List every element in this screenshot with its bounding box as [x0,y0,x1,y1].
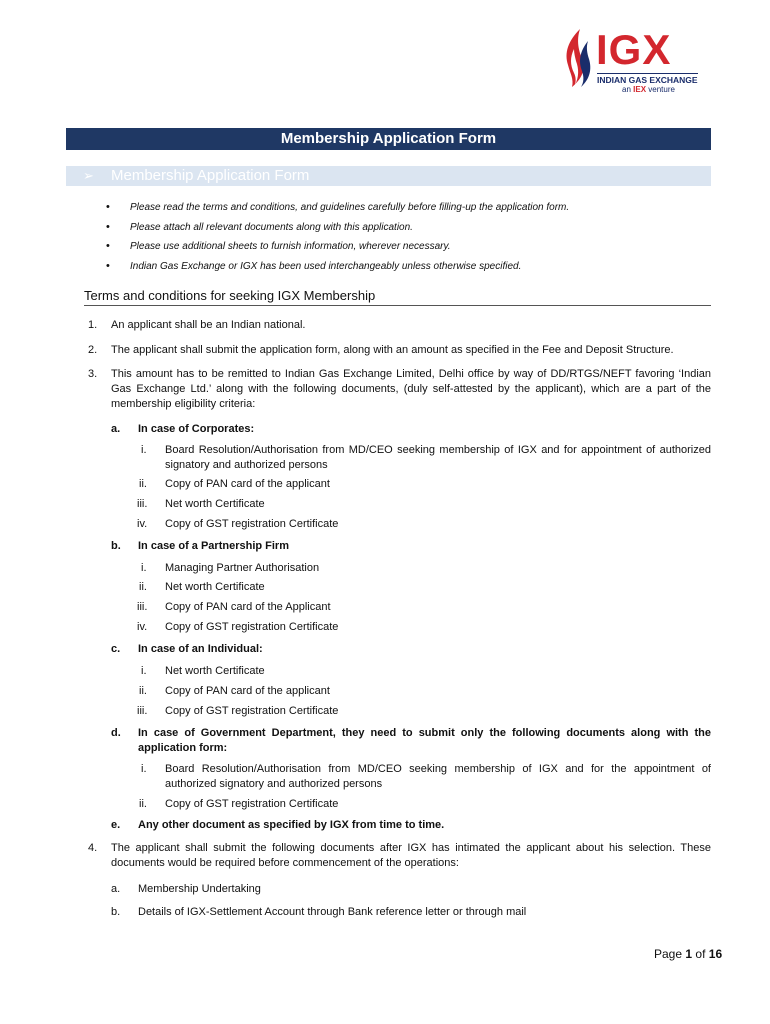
item-text: Membership Undertaking [138,883,261,895]
instructions-list [106,200,569,278]
term-number: 4. [88,842,98,854]
item-numeral: iv. [137,518,148,530]
subterm-letter: e. [111,819,121,831]
item-numeral: i. [141,665,147,677]
item-text: Copy of PAN card of the applicant [165,478,330,490]
term-text: This amount has to be remitted to Indian Gas Exchange Limited, Delhi office by way of DD/RTGS/NEFT favoring ‘Indian Gas Exchange Ltd.’ along with the following documents, (duly self-attested by the applicant), which are a part of the membership eligibility criteria: [111,368,711,410]
item-text: Net worth Certificate [165,581,265,593]
item-numeral: ii. [139,478,147,490]
item-numeral: iii. [137,705,148,717]
logo-venture: an IEX venture [622,85,675,94]
flame-icon [560,27,594,89]
item-numeral: ii. [139,798,147,810]
item-text: Copy of PAN card of the Applicant [165,601,331,613]
page-number: Page 1 of 16 [654,947,723,961]
item-text: Copy of PAN card of the applicant [165,685,330,697]
subterm-heading: In case of Government Department, they need to submit only the following documents along with the application form: [138,727,711,754]
item-letter: a. [111,883,121,895]
subterm-letter: d. [111,727,121,739]
page-title: Membership Application Form [66,128,711,150]
item-numeral: ii. [139,581,147,593]
section-header [66,166,711,186]
subterm-heading: In case of Corporates: [138,423,255,435]
item-numeral: i. [141,444,147,456]
item-text: Copy of GST registration Certificate [165,798,339,810]
term-text: The applicant shall submit the following documents after IGX has intimated the applicant about his selection. These documents would be required before commencement of the operations: [111,842,711,869]
item-text: Board Resolution/Authorisation from MD/CEO seeking membership of IGX and for the appointment of authorized signatory and authorized persons [165,763,711,790]
instruction-item: • Please attach all relevant documents along with this application. [106,220,569,240]
instruction-item: • Please read the terms and conditions, and guidelines carefully before filling-up the application form. [106,200,569,220]
item-numeral: iv. [137,621,148,633]
item-numeral: i. [141,562,147,574]
term-text: An applicant shall be an Indian national. [111,319,306,331]
subterm-heading: In case of an Individual: [138,643,263,655]
subterm-letter: c. [111,643,121,655]
item-text: Copy of GST registration Certificate [165,518,339,530]
item-numeral: iii. [137,601,148,613]
item-text: Net worth Certificate [165,665,265,677]
item-text: Managing Partner Authorisation [165,562,320,574]
item-numeral: i. [141,763,147,775]
item-text: Board Resolution/Authorisation from MD/CEO seeking membership of IGX and for appointment of authorized signatory and authorized persons [165,444,711,471]
logo-subtitle: INDIAN GAS EXCHANGE [597,75,698,85]
arrow-bullet-icon: ➢ [83,168,94,183]
igx-logo [560,27,715,97]
logo-wordmark [596,26,672,73]
subterm-letter: a. [111,423,121,435]
terms-heading: Terms and conditions for seeking IGX Membership [84,288,711,306]
item-text: Details of IGX-Settlement Account through Bank reference letter or through mail [138,906,527,918]
term-number: 2. [88,344,98,356]
instruction-item: • Indian Gas Exchange or IGX has been used interchangeably unless otherwise specified. [106,259,569,279]
term-number: 3. [88,368,98,380]
term-text: The applicant shall submit the application form, along with an amount as specified in the Fee and Deposit Structure. [111,344,674,356]
item-text: Copy of GST registration Certificate [165,621,339,633]
section-label: Membership Application Form [111,167,310,184]
item-numeral: ii. [139,685,147,697]
subterm-heading: In case of a Partnership Firm [138,540,289,552]
subterm-letter: b. [111,540,121,552]
item-numeral: iii. [137,498,148,510]
item-text: Net worth Certificate [165,498,265,510]
instruction-item: • Please use additional sheets to furnish information, wherever necessary. [106,239,569,259]
subterm-heading: Any other document as specified by IGX from time to time. [138,819,445,831]
logo-brand: IGX [596,26,672,73]
item-letter: b. [111,906,121,918]
item-text: Copy of GST registration Certificate [165,705,339,717]
term-number: 1. [88,319,98,331]
